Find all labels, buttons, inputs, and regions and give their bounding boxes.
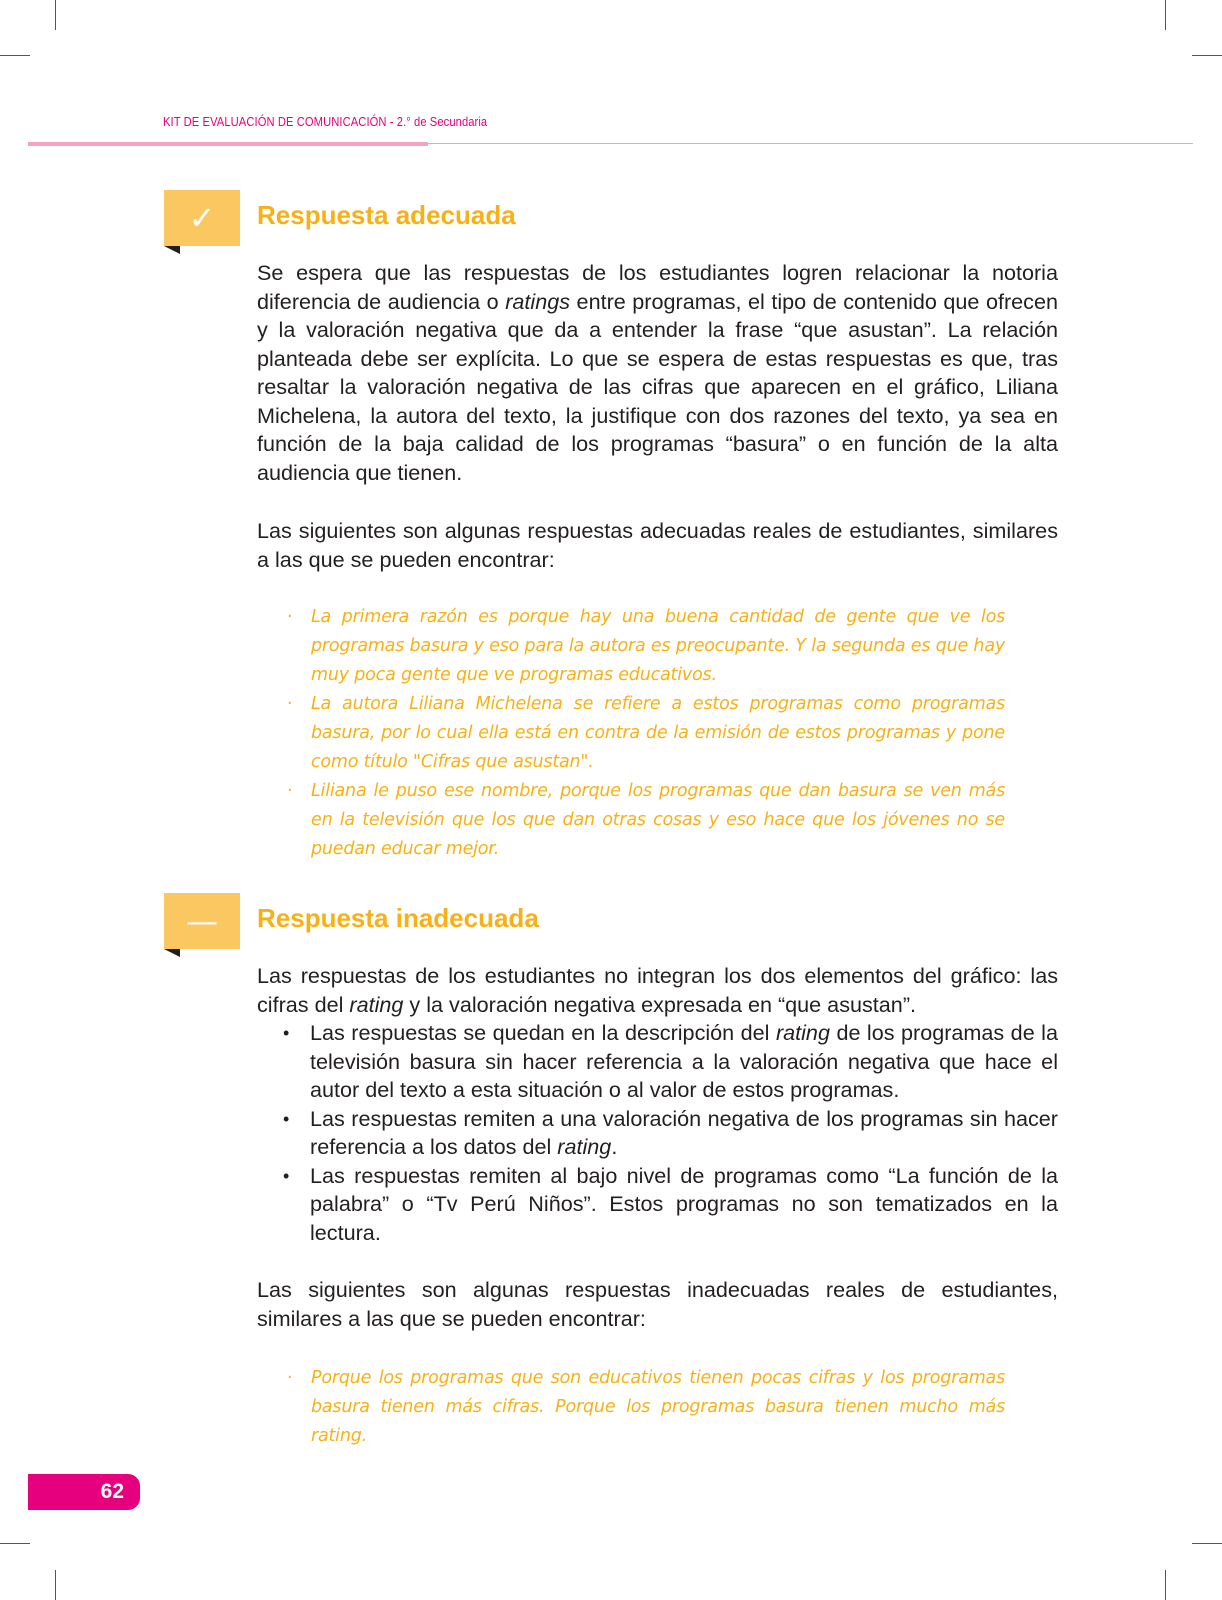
- list-item: · La autora Liliana Michelena se refiere a estos programas como programas basura, por lo cual ella está en contra de la emisión de estos programas y pone como título "Cifras que asustan".: [287, 690, 1005, 777]
- text-run: .: [611, 1134, 618, 1159]
- text-run: Las respuestas remiten a una valoración negativa de los programas sin hacer referencia a los datos del: [310, 1105, 1058, 1159]
- text-run: y la valoración negativa expresada en “que asustan”.: [403, 991, 917, 1017]
- inadequate-criteria-list: [283, 1019, 1058, 1247]
- dash-icon-glyph: —: [186, 902, 218, 940]
- header-rule-accent: [28, 142, 428, 146]
- text-run: de los programas de la televisión basura sin hacer referencia a la valoración negativa que hace el autor del texto a esta situación o al valor de estos programas.: [310, 1020, 1058, 1102]
- page-number: 62: [28, 1474, 140, 1510]
- crop-mark: [1192, 1543, 1222, 1544]
- list-item: · Porque los programas que son educativos tienen pocas cifras y los programas basura tienen más cifras. Porque los programas basura tienen mucho más rating.: [287, 1364, 1005, 1451]
- adequate-paragraph-1: [257, 259, 1058, 487]
- crop-mark: [55, 1570, 56, 1600]
- section-title-adequate: Respuesta adecuada: [257, 200, 516, 230]
- crop-mark: [1165, 0, 1166, 30]
- inadequate-student-answers: [287, 1364, 1005, 1451]
- check-icon-glyph: ✓: [188, 199, 216, 237]
- inadequate-paragraph-2: Las siguientes son algunas respuestas inadecuadas reales de estudiantes, similares a las que se pueden encontrar:: [257, 1277, 1058, 1331]
- text-run: Las respuestas se quedan en la descripción del: [310, 1020, 776, 1045]
- text-run-italic: rating: [349, 991, 404, 1017]
- section-title-inadequate: Respuesta inadecuada: [257, 903, 539, 933]
- text-run: Se espera que las respuestas de los estudiantes logren relacionar la notoria diferencia de audiencia o: [257, 260, 1058, 314]
- text-run-italic: rating: [557, 1134, 612, 1159]
- text-run-italic: ratings: [505, 288, 571, 314]
- icon-fold: [164, 246, 180, 254]
- crop-mark: [1165, 1570, 1166, 1600]
- list-item: • Las respuestas remiten al bajo nivel de programas como “La función de la palabra” o “Tv Perú Niños”. Estos programas no son tematizados en la lectura.: [283, 1162, 1058, 1248]
- crop-mark: [55, 0, 56, 30]
- list-item: [283, 1019, 1058, 1105]
- crop-mark: [0, 1543, 30, 1544]
- dash-icon: [164, 893, 240, 949]
- running-head: KIT DE EVALUACIÓN DE COMUNICACIÓN - 2.° de Secundaria: [163, 114, 488, 129]
- icon-fold: [164, 949, 180, 957]
- text-run: entre programas, el tipo de contenido que ofrecen y la valoración negativa que da a entender la frase “que asustan”. La relación planteada debe ser explícita. Lo que se espera de estas respuestas es que, tras resaltar la valoración negativa de las cifras que aparecen en el gráfico, Liliana Michelena, la autora del texto, la justifique con dos razones del texto, ya sea en función de la baja calidad de los programas “basura” o en función de la alta audiencia que tienen.: [257, 288, 1058, 485]
- adequate-paragraph-2: Las siguientes son algunas respuestas adecuadas reales de estudiantes, similares a las que se pueden encontrar:: [257, 518, 1058, 572]
- list-item: · La primera razón es porque hay una buena cantidad de gente que ve los programas basura y eso para la autora es preocupante. Y la segunda es que hay muy poca gente que ve programas educativos.: [287, 603, 1005, 690]
- text-run: Las respuestas de los estudiantes no integran los dos elementos del gráfico: las cifras del: [257, 963, 1058, 1017]
- list-item: · Liliana le puso ese nombre, porque los programas que dan basura se ven más en la televisión que los que dan otras cosas y eso hace que los jóvenes no se puedan educar mejor.: [287, 777, 1005, 864]
- check-icon: [164, 190, 240, 246]
- list-item: [283, 1105, 1058, 1162]
- crop-mark: [1192, 55, 1222, 56]
- inadequate-intro: [257, 962, 1058, 1019]
- crop-mark: [0, 55, 30, 56]
- adequate-student-answers: [287, 603, 1005, 864]
- text-run-italic: rating: [775, 1020, 830, 1045]
